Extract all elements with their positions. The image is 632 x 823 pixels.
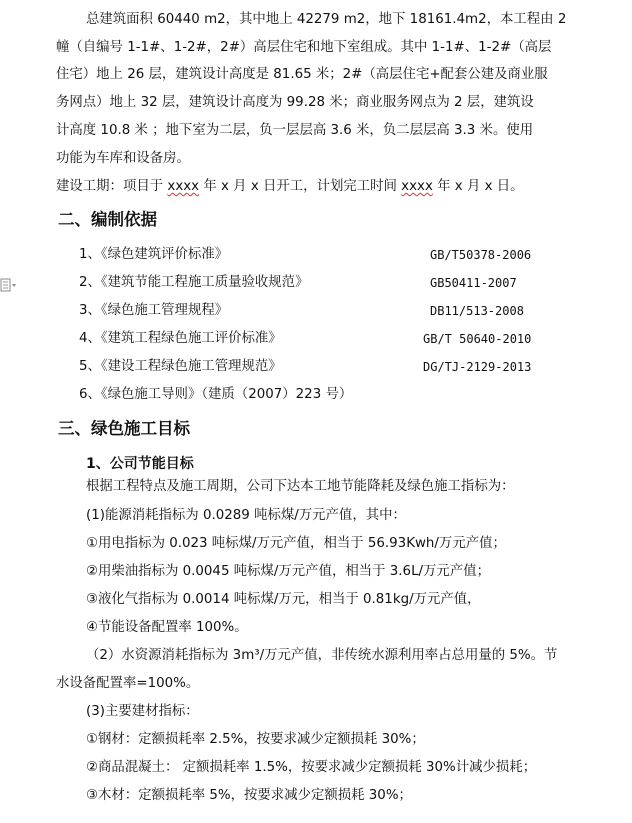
intro-line-3: 住宅）地上 26 层，建筑设计高度是 81.65 米；2#（高层住宅+配套公建及商业服 <box>56 67 548 82</box>
schedule-end-year-placeholder: xxxx <box>401 179 433 194</box>
document-paste-icon[interactable] <box>0 277 18 293</box>
basis-item-4-title: 4、《建筑工程绿色施工评价标准》 <box>79 331 282 346</box>
basis-item-3-code: DB11/513-2008 <box>430 304 524 318</box>
basis-item-5-code: DG/TJ-2129-2013 <box>423 360 532 374</box>
schedule-line <box>56 177 524 197</box>
basis-item-5-title: 5、《建设工程绿色施工管理规范》 <box>79 359 282 374</box>
goal-line-9: (3)主要建材指标： <box>86 704 199 719</box>
section-2-heading: 二、编制依据 <box>58 210 157 229</box>
schedule-text-1: 建设工期：项目于 <box>56 179 168 194</box>
basis-item-6-title: 6、《绿色施工导则》（建质（2007）223 号） <box>79 387 353 402</box>
goal-line-2: (1)能源消耗指标为 0.0289 吨标煤/万元产值，其中： <box>86 508 406 523</box>
basis-item-1-title: 1、《绿色建筑评价标准》 <box>79 247 229 262</box>
intro-line-5: 计高度 10.8 米 ；地下室为二层，负一层层高 3.6 米，负二层层高 3.3 米。使用 <box>56 123 534 138</box>
intro-line-6: 功能为车库和设备房。 <box>56 151 190 166</box>
section-3-heading: 三、绿色施工目标 <box>58 419 190 438</box>
goal-line-10: ①钢材：定额损耗率 2.5%，按要求减少定额损耗 30%； <box>86 732 425 747</box>
goal-line-4: ②用柴油指标为 0.0045 吨标煤/万元产值，相当于 3.6L/万元产值； <box>86 564 490 579</box>
basis-item-2-title: 2、《建筑节能工程施工质量验收规范》 <box>79 275 309 290</box>
basis-item-4-code: GB/T 50640-2010 <box>423 332 532 346</box>
goal-line-7: （2）水资源消耗指标为 3m³/万元产值，非传统水源利用率占总用量的 5%。节 <box>86 648 558 663</box>
schedule-text-3: 年 x 月 x 日。 <box>432 179 524 194</box>
section-3-subheading: 1、公司节能目标 <box>86 456 194 472</box>
goal-line-6: ④节能设备配置率 100%。 <box>86 620 248 635</box>
schedule-year-placeholder: xxxx <box>167 179 200 194</box>
goal-line-11: ②商品混凝土： 定额损耗率 1.5%，按要求减少定额损耗 30%计减少损耗； <box>86 760 537 775</box>
goal-line-1: 根据工程特点及施工周期，公司下达本工地节能降耗及绿色施工指标为： <box>86 479 515 494</box>
goal-line-3: ①用电指标为 0.023 吨标煤/万元产值，相当于 56.93Kwh/万元产值； <box>86 536 506 551</box>
schedule-text-2: 年 x 月 x 日开工，计划完工时间 <box>199 179 402 194</box>
intro-line-1: 总建筑面积 60440 m2，其中地上 42279 m2，地下 18161.4m2，本工程由 2 <box>86 12 567 27</box>
basis-item-2-code: GB50411-2007 <box>430 276 517 290</box>
intro-line-2: 幢（自编号 1-1#、1-2#，2#）高层住宅和地下室组成。其中 1-1#、1-2#（高层 <box>56 40 552 55</box>
basis-item-1-code: GB/T50378-2006 <box>430 248 532 262</box>
goal-line-12: ③木材：定额损耗率 5%，按要求减少定额损耗 30%； <box>86 788 412 803</box>
goal-line-5: ③液化气指标为 0.0014 吨标煤/万元，相当于 0.81kg/万元产值， <box>86 592 481 607</box>
goal-line-8: 水设备配置率=100%。 <box>56 676 200 691</box>
basis-item-3-title: 3、《绿色施工管理规程》 <box>79 303 229 318</box>
intro-line-4: 务网点）地上 32 层，建筑设计高度为 99.28 米；商业服务网点为 2 层，建筑设 <box>56 95 534 110</box>
